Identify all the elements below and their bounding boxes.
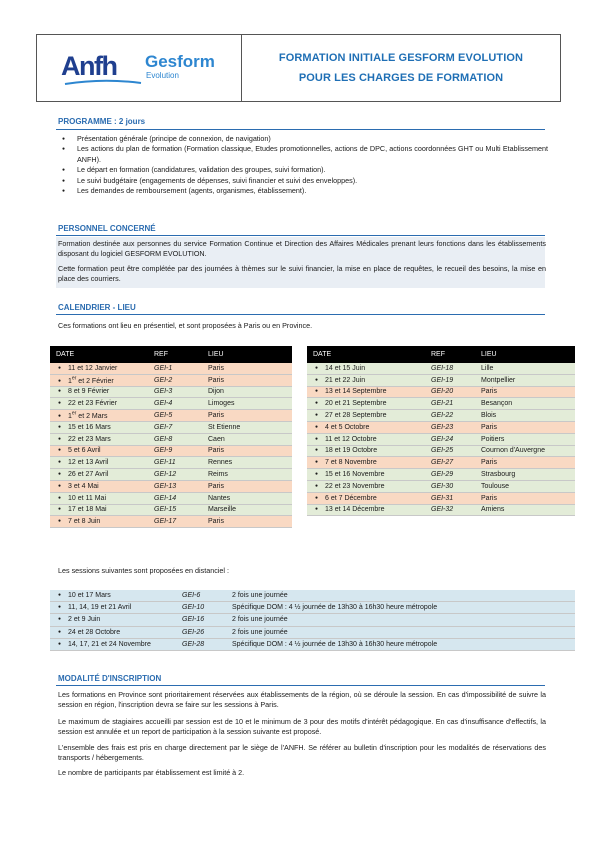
session-ref: GEI-27	[425, 457, 475, 469]
bullet-icon: ●	[315, 364, 319, 371]
table-row	[50, 457, 292, 469]
bullet-icon: ●	[315, 482, 319, 489]
table-row	[307, 421, 575, 433]
session-ref: GEI-26	[176, 626, 226, 638]
table-row	[50, 445, 292, 457]
session-ref: GEI-9	[148, 445, 202, 457]
calendrier-rule	[56, 314, 545, 315]
session-date: 11, 14, 19 et 21 Avril	[68, 604, 132, 612]
session-date: 18 et 19 Octobre	[325, 447, 378, 455]
table-row	[50, 469, 292, 481]
table-row	[50, 480, 292, 492]
session-ref: GEI-16	[176, 614, 226, 626]
table-row	[307, 457, 575, 469]
session-lieu: Dijon	[202, 386, 292, 398]
table-row	[50, 421, 292, 433]
bullet-icon: ●	[315, 471, 319, 478]
session-date: 17 et 18 Mai	[68, 506, 107, 514]
bullet-icon: ●	[58, 413, 62, 420]
session-lieu: Besançon	[475, 398, 575, 410]
table-row	[50, 602, 575, 614]
session-date: 26 et 27 Avril	[68, 471, 109, 479]
session-lieu: Paris	[202, 363, 292, 374]
session-lieu: Poitiers	[475, 433, 575, 445]
session-lieu: Paris	[475, 457, 575, 469]
session-ref: GEI-23	[425, 421, 475, 433]
session-date: 1er et 2 Mars	[68, 410, 108, 421]
session-lieu: Cournon d'Auvergne	[475, 445, 575, 457]
session-date: 10 et 11 Mai	[68, 494, 107, 502]
bullet-icon: ●	[315, 459, 319, 466]
anfh-logo: Anfh	[61, 51, 117, 81]
session-desc: 2 fois une journée	[226, 614, 575, 626]
personnel-heading: PERSONNEL CONCERNÉ	[58, 224, 156, 233]
personnel-text-2: Cette formation peut être complétée par des journées à thèmes sur le suivi financier, la mise en place de requêtes, le recueil des besoins, la mise en place des courriers.	[58, 264, 546, 284]
document-header	[36, 34, 561, 102]
table-row	[50, 626, 575, 638]
session-date: 13 et 14 Septembre	[325, 388, 387, 396]
session-date: 8 et 9 Février	[68, 388, 110, 396]
session-date: 12 et 13 Avril	[68, 459, 109, 467]
title-line-1: FORMATION INITIALE GESFORM EVOLUTION	[278, 52, 524, 64]
session-ref: GEI-20	[425, 386, 475, 398]
bullet-icon: ●	[58, 377, 62, 384]
session-lieu: Toulouse	[475, 480, 575, 492]
bullet-icon: ●	[58, 494, 62, 501]
programme-rule	[56, 129, 545, 130]
table-row	[50, 638, 575, 650]
programme-item: ● Le départ en formation (candidatures, validation des groupes, suivi formation).	[56, 165, 548, 175]
session-date: 14 et 15 Juin	[325, 364, 366, 372]
session-date: 15 et 16 Mars	[68, 423, 111, 431]
session-desc: 2 fois une journée	[226, 626, 575, 638]
session-ref: GEI-4	[148, 398, 202, 410]
modalite-rule	[56, 685, 545, 686]
session-desc: Spécifique DOM : 4 ½ journée de 13h30 à 16h30 heure métropole	[226, 638, 575, 650]
session-lieu: Limoges	[202, 398, 292, 410]
bullet-icon: ●	[58, 388, 62, 395]
session-lieu: Paris	[202, 374, 292, 386]
session-lieu: Paris	[475, 386, 575, 398]
table-row	[307, 363, 575, 374]
logo-swoosh-icon	[63, 79, 143, 87]
modalite-text-1: Les formations en Province sont prioritairement réservées aux établissements de la région, où se déroule la session. En cas d'impossibilité de suivre la session en région, l'inscription devra se faire sur les sessions à Paris.	[58, 690, 546, 710]
session-lieu: Strasbourg	[475, 469, 575, 481]
gesform-logo-sub: Evolution	[146, 71, 179, 80]
session-ref: GEI-18	[425, 363, 475, 374]
session-lieu: Rennes	[202, 457, 292, 469]
session-date: 1er et 2 Février	[68, 375, 114, 385]
table-row	[307, 469, 575, 481]
bullet-icon: ●	[58, 364, 62, 371]
calendar-table-left	[50, 346, 292, 528]
programme-list	[56, 134, 548, 196]
bullet-icon: ●	[58, 616, 62, 623]
programme-item: ● Présentation générale (principe de connexion, de navigation)	[56, 134, 548, 144]
session-ref: GEI-21	[425, 398, 475, 410]
col-header-date: DATE	[307, 346, 425, 363]
session-date: 22 et 23 Novembre	[325, 482, 385, 490]
col-header-lieu: LIEU	[475, 346, 575, 363]
session-ref: GEI-17	[148, 516, 202, 528]
logo-cell	[37, 35, 242, 101]
session-date: 21 et 22 Juin	[325, 376, 366, 384]
session-lieu: Reims	[202, 469, 292, 481]
session-ref: GEI-6	[176, 590, 226, 602]
table-row	[50, 374, 292, 386]
bullet-icon: ●	[315, 376, 319, 383]
session-ref: GEI-31	[425, 492, 475, 504]
session-ref: GEI-14	[148, 492, 202, 504]
session-lieu: St Etienne	[202, 421, 292, 433]
bullet-icon: ●	[58, 447, 62, 454]
session-lieu: Paris	[202, 445, 292, 457]
table-row	[50, 433, 292, 445]
session-lieu: Nantes	[202, 492, 292, 504]
personnel-text-1: Formation destinée aux personnes du service Formation Continue et Direction des Affaires Médicales prenant leurs fonctions dans les établissements disposant du logiciel GESFORM EVOLUTION.	[58, 239, 546, 259]
bullet-icon: ●	[58, 592, 62, 599]
session-date: 14, 17, 21 et 24 Novembre	[68, 640, 151, 648]
session-date: 11 et 12 Octobre	[325, 435, 377, 443]
table-row	[50, 410, 292, 422]
bullet-icon: ●	[58, 435, 62, 442]
bullet-icon: ●	[58, 604, 62, 611]
session-date: 22 et 23 Février	[68, 400, 118, 408]
bullet-icon: ●	[58, 640, 62, 647]
calendrier-heading: CALENDRIER - LIEU	[58, 303, 136, 312]
distanciel-table	[50, 590, 575, 651]
bullet-icon: ●	[58, 628, 62, 635]
modalite-text-3: L'ensemble des frais est pris en charge directement par le siège de l'ANFH. Se référer au bulletin d'inscription pour les modalités de réservations des transports / hébergements.	[58, 743, 546, 763]
document-title	[242, 35, 560, 101]
session-lieu: Paris	[475, 492, 575, 504]
calendar-table-right	[307, 346, 575, 516]
session-lieu: Paris	[475, 421, 575, 433]
session-ref: GEI-29	[425, 469, 475, 481]
table-row	[307, 480, 575, 492]
session-date: 24 et 28 Octobre	[68, 628, 121, 636]
session-ref: GEI-3	[148, 386, 202, 398]
bullet-icon: ●	[315, 506, 319, 513]
session-ref: GEI-5	[148, 410, 202, 422]
bullet-icon: ●	[315, 400, 319, 407]
table-row	[307, 492, 575, 504]
calendrier-intro: Ces formations ont lieu en présentiel, et sont proposées à Paris ou en Province.	[58, 321, 313, 330]
col-header-ref: REF	[425, 346, 475, 363]
table-row	[307, 386, 575, 398]
session-ref: GEI-25	[425, 445, 475, 457]
bullet-icon: ●	[58, 482, 62, 489]
session-date: 20 et 21 Septembre	[325, 400, 387, 408]
programme-item: ● Le suivi budgétaire (engagements de dépenses, suivi financier et suivi des enveloppes).	[56, 176, 548, 186]
bullet-icon: ●	[315, 423, 319, 430]
session-date: 7 et 8 Novembre	[325, 459, 377, 467]
session-ref: GEI-19	[425, 374, 475, 386]
session-date: 13 et 14 Décembre	[325, 506, 385, 514]
session-ref: GEI-10	[176, 602, 226, 614]
session-lieu: Caen	[202, 433, 292, 445]
session-lieu: Amiens	[475, 504, 575, 516]
session-desc: Spécifique DOM : 4 ½ journée de 13h30 à 16h30 heure métropole	[226, 602, 575, 614]
session-lieu: Blois	[475, 410, 575, 422]
session-ref: GEI-15	[148, 504, 202, 516]
title-line-2: POUR LES CHARGES DE FORMATION	[298, 72, 504, 84]
session-ref: GEI-8	[148, 433, 202, 445]
session-date: 6 et 7 Décembre	[325, 494, 377, 502]
session-date: 4 et 5 Octobre	[325, 423, 370, 431]
session-ref: GEI-30	[425, 480, 475, 492]
session-lieu: Paris	[202, 410, 292, 422]
table-row	[50, 492, 292, 504]
bullet-icon: ●	[315, 494, 319, 501]
bullet-icon: ●	[58, 423, 62, 430]
bullet-icon: ●	[58, 400, 62, 407]
bullet-icon: ●	[58, 518, 62, 525]
table-row	[307, 398, 575, 410]
session-lieu: Lille	[475, 363, 575, 374]
table-row	[307, 433, 575, 445]
bullet-icon: ●	[315, 412, 319, 419]
personnel-rule	[56, 235, 545, 236]
table-row	[50, 386, 292, 398]
table-row	[50, 363, 292, 374]
programme-heading: PROGRAMME : 2 jours	[58, 117, 146, 126]
session-ref: GEI-1	[148, 363, 202, 374]
bullet-icon: ●	[315, 435, 319, 442]
table-row	[50, 614, 575, 626]
session-date: 15 et 16 Novembre	[325, 471, 385, 479]
session-date: 7 et 8 Juin	[68, 518, 101, 526]
table-row	[307, 410, 575, 422]
session-ref: GEI-28	[176, 638, 226, 650]
session-date: 11 et 12 Janvier	[68, 364, 118, 372]
session-ref: GEI-22	[425, 410, 475, 422]
bullet-icon: ●	[58, 471, 62, 478]
session-lieu: Marseille	[202, 504, 292, 516]
modalite-heading: MODALITÉ D'INSCRIPTION	[58, 674, 162, 683]
gesform-logo: Gesform	[145, 52, 215, 71]
modalite-text-4: Le nombre de participants par établissement est limité à 2.	[58, 768, 245, 777]
session-ref: GEI-7	[148, 421, 202, 433]
col-header-ref: REF	[148, 346, 202, 363]
table-row	[307, 504, 575, 516]
programme-item: ● Les actions du plan de formation (Formation classique, Etudes promotionnelles, actions de DPC, actions coordonnées GHT ou Multi Etablissement ANFH).	[56, 144, 548, 165]
session-ref: GEI-2	[148, 374, 202, 386]
table-row	[50, 590, 575, 602]
table-row	[50, 516, 292, 528]
bullet-icon: ●	[58, 506, 62, 513]
session-date: 5 et 6 Avril	[68, 447, 101, 455]
session-date: 10 et 17 Mars	[68, 592, 111, 600]
session-lieu: Montpellier	[475, 374, 575, 386]
table-row	[307, 445, 575, 457]
table-row	[50, 398, 292, 410]
session-lieu: Paris	[202, 480, 292, 492]
session-ref: GEI-12	[148, 469, 202, 481]
col-header-lieu: LIEU	[202, 346, 292, 363]
programme-item: ● Les demandes de remboursement (agents, organismes, établissement).	[56, 186, 548, 196]
session-lieu: Paris	[202, 516, 292, 528]
session-desc: 2 fois une journée	[226, 590, 575, 602]
bullet-icon: ●	[315, 447, 319, 454]
table-row	[50, 504, 292, 516]
session-date: 2 et 9 Juin	[68, 616, 101, 624]
session-date: 27 et 28 Septembre	[325, 412, 387, 420]
session-date: 3 et 4 Mai	[68, 482, 99, 490]
table-row	[307, 374, 575, 386]
col-header-date: DATE	[50, 346, 148, 363]
distanciel-intro: Les sessions suivantes sont proposées en distanciel :	[58, 566, 230, 575]
modalite-text-2: Le maximum de stagiaires accueilli par session est de 10 et le minimum de 3 pour des motifs d'intérêt pédagogique. En cas d'insuffisance d'effectifs, la session est annulée et un report de participation à la session suivante est proposé.	[58, 717, 546, 737]
session-ref: GEI-32	[425, 504, 475, 516]
session-ref: GEI-24	[425, 433, 475, 445]
session-ref: GEI-11	[148, 457, 202, 469]
session-date: 22 et 23 Mars	[68, 435, 111, 443]
session-ref: GEI-13	[148, 480, 202, 492]
bullet-icon: ●	[315, 388, 319, 395]
bullet-icon: ●	[58, 459, 62, 466]
